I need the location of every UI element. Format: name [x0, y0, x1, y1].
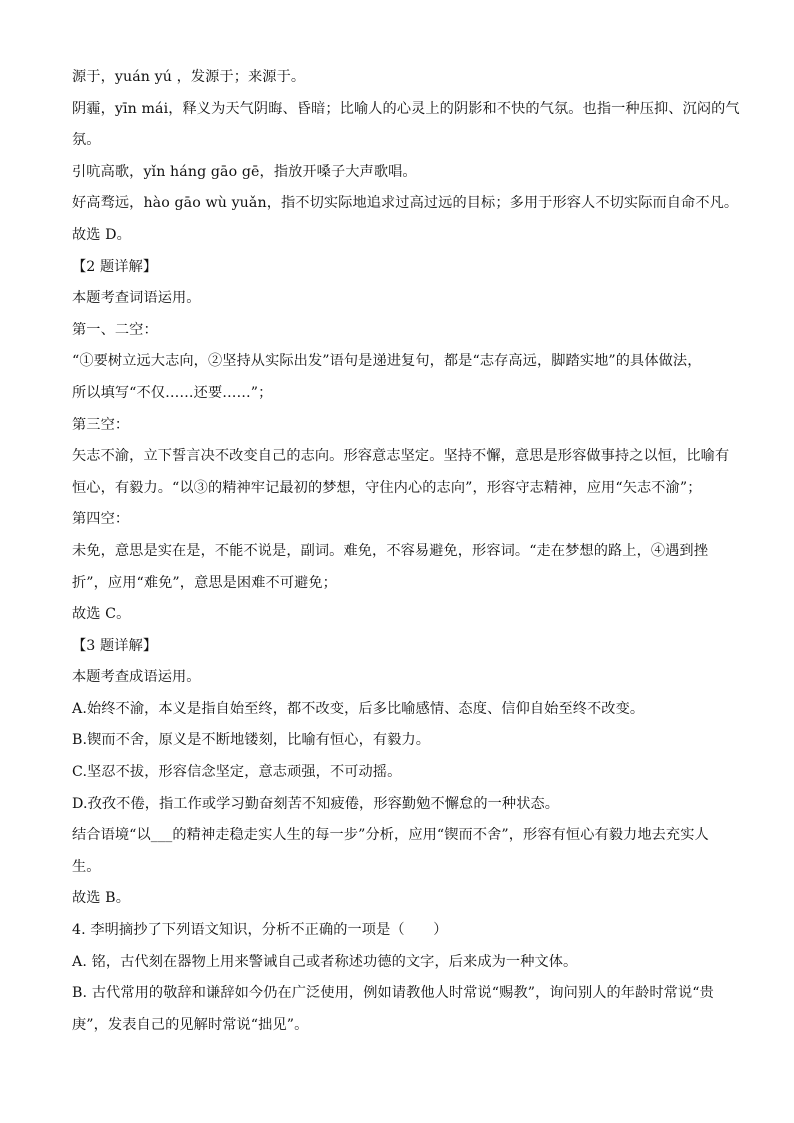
text-line: 本题考查成语运用。 — [72, 669, 201, 686]
text-line: 第三空： — [72, 416, 130, 433]
text-line: 第一、二空： — [72, 321, 158, 338]
option-line: B.锲而不舍，原义是不断地镂刻，比喻有恒心，有毅力。 — [72, 732, 431, 749]
text-line: 阴霾，yīn mái，释义为天气阴晦、昏暗；比喻人的心灵上的阴影和不快的气氛。也指一种压抑、沉闷的气 — [72, 100, 740, 117]
text-line: 引吭高歌，yǐn háng gāo gē，指放开嗓子大声歌唱。 — [72, 163, 417, 180]
option-line: C.坚忍不拔，形容信念坚定，意志顽强，不可动摇。 — [72, 764, 402, 781]
text-line: 氛。 — [72, 132, 101, 149]
question-line: 4. 李明摘抄了下列语文知识，分析不正确的一项是（ ） — [72, 922, 448, 939]
text-line: “①要树立远大志向，②坚持从实际出发”语句是递进复句，都是“志存高远，脚踏实地”的具体做法， — [72, 353, 702, 370]
text-line: 所以填写“不仅……还要……”； — [72, 384, 273, 401]
answer-line: 故选 C。 — [72, 606, 131, 623]
section-heading: 【2 题详解】 — [72, 258, 158, 275]
text-line: 折”，应用“难免”，意思是困难不可避免； — [72, 574, 337, 591]
section-heading: 【3 题详解】 — [72, 637, 158, 654]
text-line: 生。 — [72, 858, 101, 875]
text-line: 未免，意思是实在是，不能不说是，副词。难免，不容易避免，形容词。“走在梦想的路上，④遇到挫 — [72, 542, 709, 559]
option-line: 庚”，发表自己的见解时常说“拙见”。 — [72, 1016, 309, 1033]
text-line: 源于，yuán yú ，发源于；来源于。 — [72, 69, 306, 85]
text-line: 恒心，有毅力。“以③的精神牢记最初的梦想，守住内心的志向”，形容守志精神，应用“矢志不渝”； — [72, 479, 702, 496]
text-line: 本题考查词语运用。 — [72, 290, 201, 307]
option-line: B. 古代常用的敬辞和谦辞如今仍在广泛使用，例如请教他人时常说“赐教”，询问别人的年龄时常说“贵 — [72, 985, 714, 1002]
answer-line: 故选 D。 — [72, 226, 131, 243]
answer-line: 故选 B。 — [72, 890, 130, 907]
option-line: A. 铭，古代刻在器物上用来警诫自己或者称述功德的文字，后来成为一种文体。 — [72, 953, 578, 970]
text-line: 第四空： — [72, 511, 130, 528]
text-line: 结合语境“以___的精神走稳走实人生的每一步”分析，应用“锲而不舍”，形容有恒心有毅力地去充实人 — [72, 827, 709, 844]
text-line: 好高骛远，hào gāo wù yuǎn，指不切实际地追求过高过远的目标；多用于形容人不切实际而自命不凡。 — [72, 195, 739, 212]
text-line: 矢志不渝，立下誓言决不改变自己的志向。形容意志坚定。坚持不懈，意思是形容做事持之以恒，比喻有 — [72, 448, 730, 465]
option-line: A.始终不渝，本义是指自始至终，都不改变，后多比喻感情、态度、信仰自始至终不改变。 — [72, 700, 645, 717]
option-line: D.孜孜不倦，指工作或学习勤奋刻苦不知疲倦，形容勤勉不懈怠的一种状态。 — [72, 795, 560, 812]
document-page — [72, 62, 740, 1041]
